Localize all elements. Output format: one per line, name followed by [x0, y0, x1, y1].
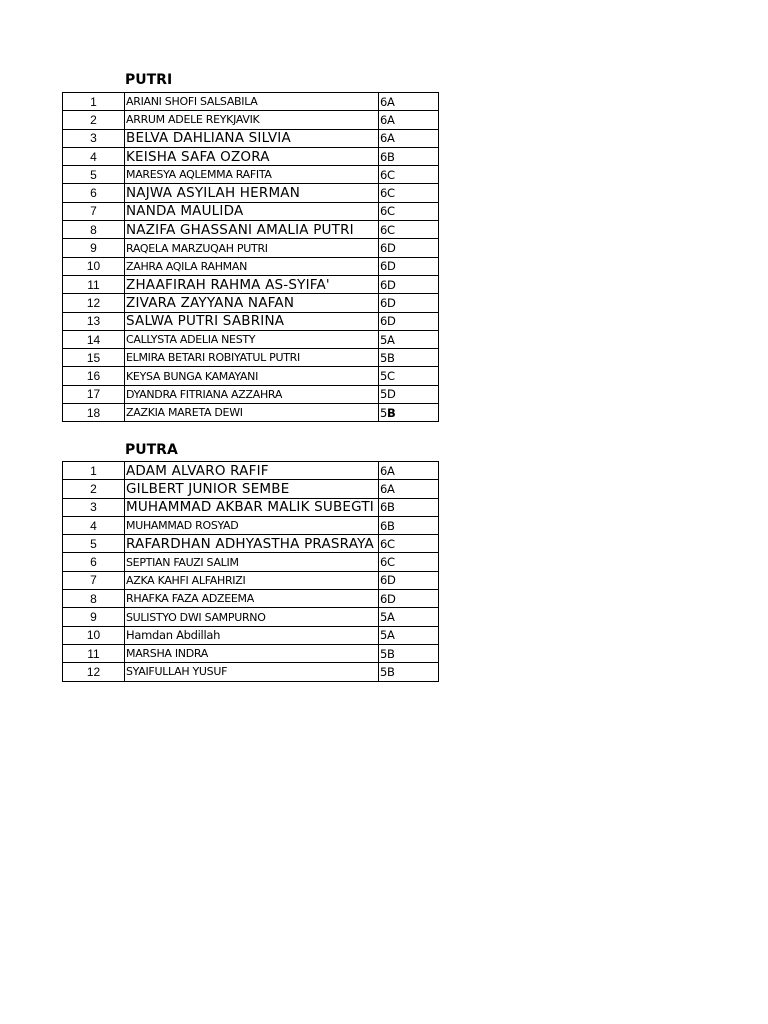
class-code: 6A [379, 480, 439, 498]
table-row [63, 294, 439, 312]
student-name: RHAFKA FAZA ADZEEMA [125, 590, 379, 608]
class-code: 6D [379, 294, 439, 312]
row-number: 12 [63, 663, 125, 681]
row-number: 8 [63, 221, 125, 239]
student-name: NAZIFA GHASSANI AMALIA PUTRI [125, 221, 379, 239]
row-number: 1 [63, 93, 125, 111]
row-number: 1 [63, 462, 125, 480]
class-code: 6C [379, 166, 439, 184]
class-code: 6B [379, 516, 439, 534]
student-name: NAJWA ASYILAH HERMAN [125, 184, 379, 202]
student-name: ZAHRA AQILA RAHMAN [125, 257, 379, 275]
row-number: 5 [63, 535, 125, 553]
class-code: 6C [379, 553, 439, 571]
class-code: 6B [379, 147, 439, 165]
table-row [63, 184, 439, 202]
class-code: 6A [379, 93, 439, 111]
class-code: 5B [379, 349, 439, 367]
class-code: 6D [379, 590, 439, 608]
row-number: 3 [63, 129, 125, 147]
class-code-suffix: B [387, 405, 396, 420]
class-code: 5A [379, 330, 439, 348]
row-number: 17 [63, 385, 125, 403]
row-number: 18 [63, 404, 125, 422]
student-name: SEPTIAN FAUZI SALIM [125, 553, 379, 571]
class-code: 6C [379, 221, 439, 239]
table-row [63, 516, 439, 534]
student-name: GILBERT JUNIOR SEMBE [125, 480, 379, 498]
class-code: 5D [379, 385, 439, 403]
student-name: RAFARDHAN ADHYASTHA PRASRAYA [125, 535, 379, 553]
table-row [63, 385, 439, 403]
student-name: Hamdan Abdillah [125, 626, 379, 644]
student-name: ZIVARA ZAYYANA NAFAN [125, 294, 379, 312]
student-name: DYANDRA FITRIANA AZZAHRA [125, 385, 379, 403]
table-row [63, 202, 439, 220]
student-name: AZKA KAHFI ALFAHRIZI [125, 571, 379, 589]
row-number: 13 [63, 312, 125, 330]
table-row [63, 663, 439, 681]
row-number: 4 [63, 516, 125, 534]
student-name: ARRUM ADELE REYKJAVIK [125, 111, 379, 129]
row-number: 4 [63, 147, 125, 165]
table-row [63, 367, 439, 385]
row-number: 11 [63, 644, 125, 662]
class-code: 5A [379, 608, 439, 626]
row-number: 2 [63, 480, 125, 498]
class-code: 6A [379, 129, 439, 147]
table-row [63, 404, 439, 422]
student-name: KEYSA BUNGA KAMAYANI [125, 367, 379, 385]
table-row [63, 571, 439, 589]
student-name: SALWA PUTRI SABRINA [125, 312, 379, 330]
putri-table [62, 92, 439, 422]
table-row [63, 111, 439, 129]
student-name: NANDA MAULIDA [125, 202, 379, 220]
row-number: 7 [63, 571, 125, 589]
row-number: 5 [63, 166, 125, 184]
table-row [63, 626, 439, 644]
table-row [63, 275, 439, 293]
row-number: 8 [63, 590, 125, 608]
table-row [63, 93, 439, 111]
student-name: ADAM ALVARO RAFIF [125, 462, 379, 480]
row-number: 2 [63, 111, 125, 129]
row-number: 7 [63, 202, 125, 220]
table-row [63, 147, 439, 165]
section-title-putri: PUTRI [125, 72, 173, 88]
student-name: ZHAAFIRAH RAHMA AS-SYIFA' [125, 275, 379, 293]
putra-table [62, 461, 439, 682]
student-name: SULISTYO DWI SAMPURNO [125, 608, 379, 626]
class-code: 6C [379, 202, 439, 220]
student-name: MARSHA INDRA [125, 644, 379, 662]
table-row [63, 257, 439, 275]
class-code: 5C [379, 367, 439, 385]
row-number: 6 [63, 184, 125, 202]
student-name: ZAZKIA MARETA DEWI [125, 404, 379, 422]
class-code: 6B [379, 498, 439, 516]
student-name: MUHAMMAD AKBAR MALIK SUBEGTI [125, 498, 379, 516]
class-code: 5A [379, 626, 439, 644]
row-number: 10 [63, 626, 125, 644]
class-code: 6D [379, 257, 439, 275]
student-name: ELMIRA BETARI ROBIYATUL PUTRI [125, 349, 379, 367]
row-number: 9 [63, 608, 125, 626]
student-name: RAQELA MARZUQAH PUTRI [125, 239, 379, 257]
class-code: 6C [379, 184, 439, 202]
table-row [63, 608, 439, 626]
row-number: 6 [63, 553, 125, 571]
student-name: KEISHA SAFA OZORA [125, 147, 379, 165]
class-code: 6D [379, 239, 439, 257]
table-row [63, 312, 439, 330]
student-name: MARESYA AQLEMMA RAFITA [125, 166, 379, 184]
class-code: 6D [379, 571, 439, 589]
table-row [63, 239, 439, 257]
class-code: 6A [379, 462, 439, 480]
student-name: CALLYSTA ADELIA NESTY [125, 330, 379, 348]
table-row [63, 590, 439, 608]
table-row [63, 330, 439, 348]
row-number: 14 [63, 330, 125, 348]
table-row [63, 535, 439, 553]
class-code-prefix: 5 [380, 405, 388, 420]
table-row [63, 480, 439, 498]
table-row [63, 349, 439, 367]
student-name: ARIANI SHOFI SALSABILA [125, 93, 379, 111]
class-code: 6D [379, 275, 439, 293]
table-row [63, 462, 439, 480]
class-code: 6C [379, 535, 439, 553]
section-title-putra: PUTRA [125, 442, 178, 458]
row-number: 3 [63, 498, 125, 516]
class-code [379, 404, 439, 422]
class-code: 5B [379, 644, 439, 662]
class-code: 6D [379, 312, 439, 330]
table-row [63, 221, 439, 239]
row-number: 15 [63, 349, 125, 367]
student-name: SYAIFULLAH YUSUF [125, 663, 379, 681]
row-number: 11 [63, 275, 125, 293]
row-number: 16 [63, 367, 125, 385]
student-name: BELVA DAHLIANA SILVIA [125, 129, 379, 147]
row-number: 10 [63, 257, 125, 275]
student-name: MUHAMMAD ROSYAD [125, 516, 379, 534]
table-row [63, 553, 439, 571]
table-row [63, 129, 439, 147]
table-row [63, 498, 439, 516]
class-code: 6A [379, 111, 439, 129]
class-code: 5B [379, 663, 439, 681]
row-number: 9 [63, 239, 125, 257]
table-row [63, 166, 439, 184]
table-row [63, 644, 439, 662]
row-number: 12 [63, 294, 125, 312]
